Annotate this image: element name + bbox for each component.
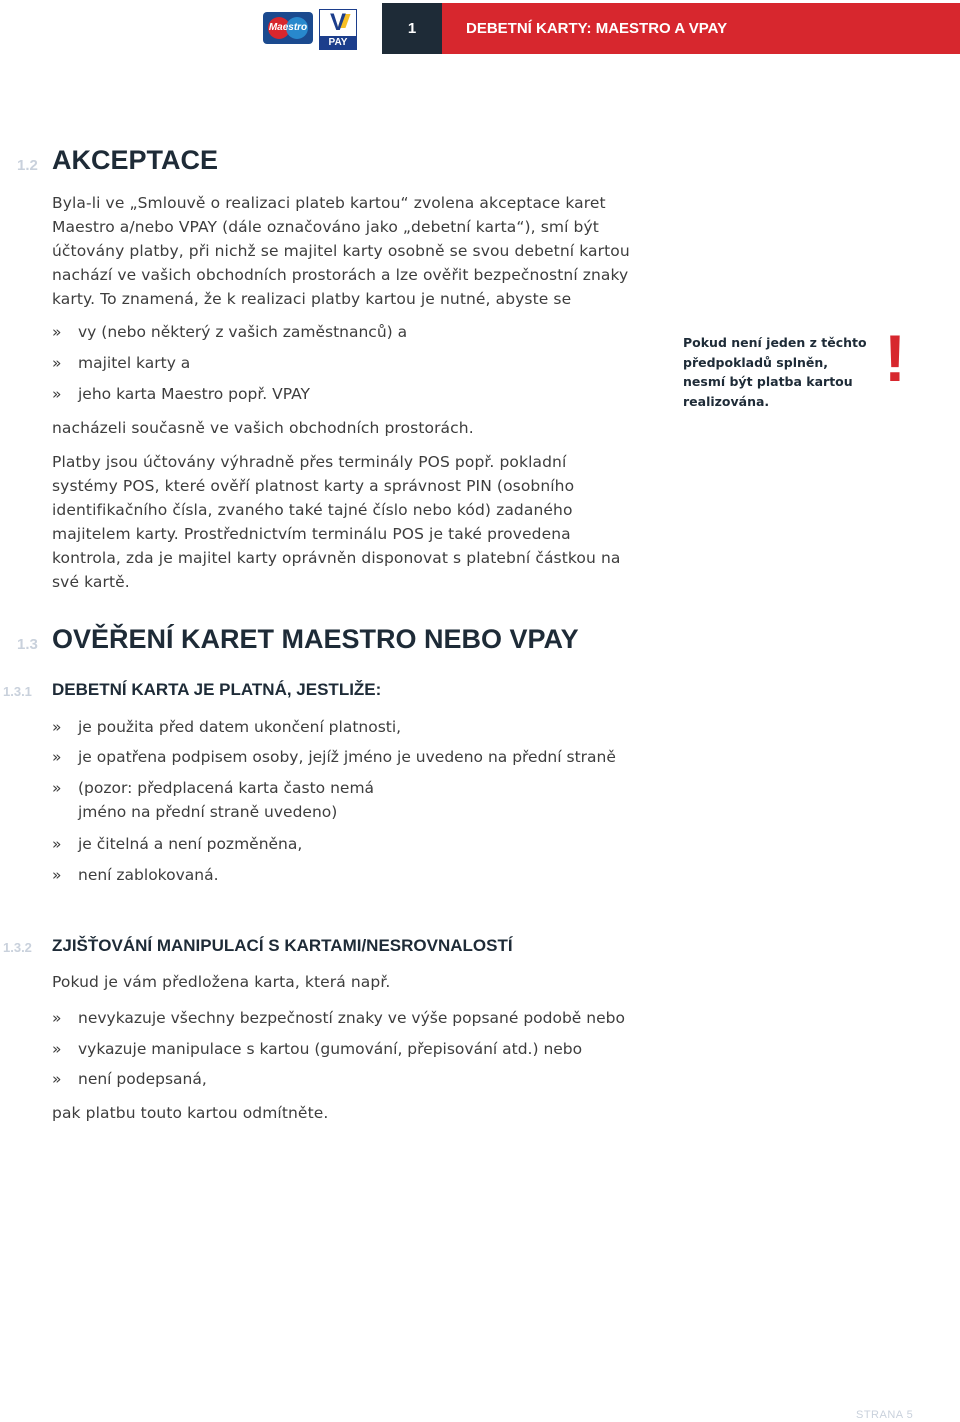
vpay-logo-pay: PAY [320, 36, 356, 49]
list-item-text: není zablokovaná. [78, 866, 219, 884]
bullet-marker: » [52, 354, 62, 372]
list-item [52, 745, 616, 769]
list-item [52, 320, 407, 344]
bullet-marker: » [52, 323, 62, 341]
bullet-marker: » [52, 385, 62, 403]
bullet-marker: » [52, 748, 62, 766]
intro-paragraph: Byla-li ve „Smlouvě o realizaci plateb kartou“ zvolena akceptace karet Maestro a/nebo VPAY (dále označováno jako „debetní karta“), smí být účtovány platby, při nichž se majitel karty osobně se svou debetní kartou nachází ve vašich obchodních prostorách a lze ověřit bezpečnostní znaky karty. To znamená, že k realizaci platby kartou je nutné, abyste se [52, 194, 630, 308]
bullet-marker: » [52, 866, 62, 884]
section-number: 1.3 [17, 636, 38, 653]
bullet-marker: » [52, 1040, 62, 1058]
list-item [52, 832, 302, 856]
maestro-logo-text: Maestro [268, 22, 308, 33]
list-item [52, 1067, 207, 1091]
bullet-marker: » [52, 779, 62, 797]
page-number: STRANA 5 [856, 1409, 914, 1421]
list-item [52, 776, 374, 824]
subsection-number: 1.3.2 [3, 940, 32, 955]
vpay-logo-v: V [329, 9, 346, 36]
chapter-number: 1 [382, 3, 442, 54]
list-item-text: je opatřena podpisem osoby, jejíž jméno je uvedeno na přední straně [78, 748, 616, 766]
list-item [52, 715, 401, 739]
list-item [52, 382, 310, 406]
exclamation-icon: ! [884, 321, 906, 395]
maestro-logo [263, 12, 313, 44]
list-item [52, 351, 190, 375]
manipulation-intro: Pokud je vám předložena karta, která např. [52, 973, 391, 991]
section-title: OVĚŘENÍ KARET MAESTRO NEBO VPAY [52, 624, 579, 654]
vpay-logo [319, 9, 357, 50]
list-item [52, 1037, 582, 1061]
list-item-text: vykazuje manipulace s kartou (gumování, přepisování atd.) nebo [78, 1040, 583, 1058]
after-bullets-text: nacházeli současně ve vašich obchodních prostorách. [52, 419, 474, 437]
bullet-marker: » [52, 835, 62, 853]
bullet-marker: » [52, 1009, 62, 1027]
bullet-marker: » [52, 1070, 62, 1088]
list-item-text: je čitelná a není pozměněna, [78, 835, 303, 853]
pos-paragraph: Platby jsou účtovány výhradně přes terminály POS popř. pokladní systémy POS, které ověří platnost karty a správnost PIN (osobního identifikačního čísla, zvaného také tajné číslo nebo kód) zadaného majitelem karty. Prostřednictvím terminálu POS je také provedena kontrola, zda je majitel karty oprávněn disponovat s platební částkou na své kartě. [52, 453, 621, 591]
list-item-text: vy (nebo některý z vašich zaměstnanců) a [78, 323, 408, 341]
subsection-title: DEBETNÍ KARTA JE PLATNÁ, JESTLIŽE: [52, 680, 382, 699]
list-item-text: není podepsaná, [78, 1070, 207, 1088]
list-item-text: (pozor: předplacená karta často nemá [78, 779, 375, 797]
bullet-marker: » [52, 718, 62, 736]
list-item-text: majitel karty a [78, 354, 191, 372]
section-title: AKCEPTACE [52, 145, 219, 175]
list-item [52, 1006, 625, 1030]
section-number: 1.2 [17, 157, 38, 174]
list-item-text: jeho karta Maestro popř. VPAY [78, 385, 310, 403]
subsection-number: 1.3.1 [3, 684, 32, 699]
list-item [52, 863, 219, 887]
closing-text: pak platbu touto kartou odmítněte. [52, 1104, 329, 1122]
list-item-text: je použita před datem ukončení platnosti, [78, 718, 402, 736]
card-logos [263, 8, 363, 52]
subsection-title: ZJIŠŤOVÁNÍ MANIPULACÍ S KARTAMI/NESROVNALOSTÍ [52, 936, 513, 955]
list-item-continuation: jméno na přední straně uvedeno) [78, 803, 338, 821]
list-item-text: nevykazuje všechny bezpečností znaky ve výše popsané podobě nebo [78, 1009, 625, 1027]
chapter-title: DEBETNÍ KARTY: MAESTRO A VPAY [442, 3, 960, 54]
warning-note: Pokud není jeden z těchto předpokladů splněn, nesmí být platba kartou realizována. [683, 335, 867, 409]
